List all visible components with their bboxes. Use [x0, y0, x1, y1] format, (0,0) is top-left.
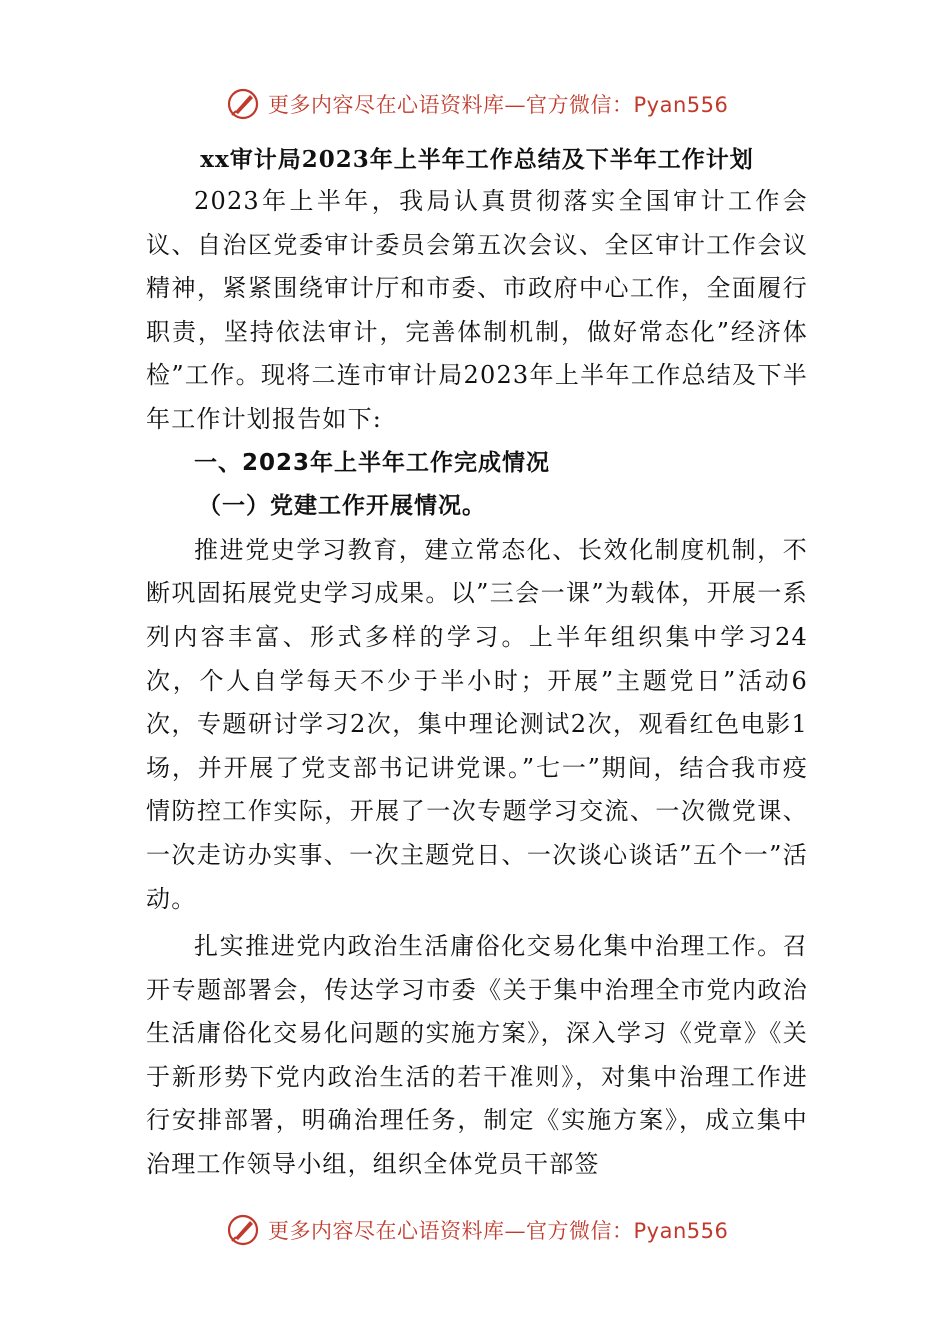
pen-logo-icon [226, 1213, 260, 1247]
header-watermark-banner [226, 84, 746, 124]
banner-text: 更多内容尽在心语资料库—官方微信：Pyan556 [268, 93, 729, 117]
document-body [146, 142, 808, 1187]
body-paragraph-1: 推进党史学习教育，建立常态化、长效化制度机制，不断巩固拓展党史学习成果。以”三会一课”为载体，开展一系列内容丰富、形式多样的学习。上半年组织集中学习24次，个人自学每天不少于半小时；开展”主题党日”活动6次，专题研讨学习2次，集中理论测试2次，观看红色电影1场，并开展了党支部书记讲党课。”七一”期间，结合我市疫情防控工作实际，开展了一次专题学习交流、一次微党课、一次走访办实事、一次主题党日、一次谈心谈话”五个一”活动。 [146, 535, 808, 913]
wechat-id: Pyan556 [633, 93, 729, 117]
footer-watermark-banner [226, 1210, 746, 1250]
pen-logo-icon [226, 87, 260, 121]
wechat-id: Pyan556 [633, 1219, 729, 1243]
subsection-heading: （一）党建工作开展情况。 [198, 493, 486, 520]
banner-text: 更多内容尽在心语资料库—官方微信：Pyan556 [268, 1219, 729, 1243]
body-paragraph-2: 扎实推进党内政治生活庸俗化交易化集中治理工作。召开专题部署会，传达学习市委《关于集中治理全市党内政治生活庸俗化交易化问题的实施方案》，深入学习《党章》《关于新形势下党内政治生活的若干准则》，对集中治理工作进行安排部署，明确治理任务，制定《实施方案》，成立集中治理工作领导小组，组织全体党员干部签 [146, 932, 808, 1179]
intro-paragraph: 2023年上半年，我局认真贯彻落实全国审计工作会议、自治区党委审计委员会第五次会议、全区审计工作会议精神，紧紧围绕审计厅和市委、市政府中心工作，全面履行职责，坚持依法审计，完善体制机制，做好常态化”经济体检”工作。现将二连市审计局2023年上半年工作总结及下半年工作计划报告如下: [146, 187, 808, 433]
section-heading: 一、2023年上半年工作完成情况 [194, 449, 551, 476]
document-title: xx审计局2023年上半年工作总结及下半年工作计划 [200, 146, 754, 173]
